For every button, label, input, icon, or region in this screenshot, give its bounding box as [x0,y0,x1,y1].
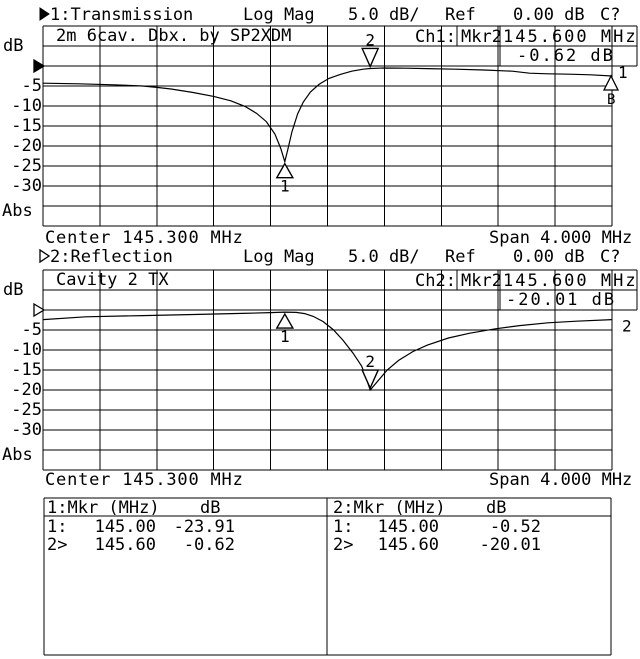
mkr-row-db: -0.52 [489,517,541,537]
ch2-format: Log Mag [243,247,315,267]
ch1-ref-label: Ref [445,5,476,25]
mkr-table-right-db-header: dB [486,498,507,518]
ch1-tick: -5 [21,76,42,96]
mkr-row-freq: 145.60 [377,535,439,555]
ch1-scale: 5.0 dB/ [348,5,420,25]
ch2-cal-status: C? [600,247,621,267]
ch1-readout-marker: Mkr2 [461,27,502,47]
svg-text:2: 2 [365,352,375,372]
ch1-span: Span 4.000 MHz [489,228,633,248]
ch2-pointer-icon [40,250,49,262]
marker-symbol-icon [277,164,293,196]
ch2-center-freq: Center 145.300 MHz [45,470,244,490]
ch1-format: Log Mag [243,5,315,25]
edge-marker-icon [604,76,618,90]
ch2-tick: -20 [11,380,42,400]
ch2-ref-value: 0.00 dB [513,247,585,267]
ch1-tick: -25 [11,156,42,176]
ch1-tick: -15 [11,116,42,136]
ch1-axis-unit: dB [3,36,24,56]
ch2-readout-marker: Mkr2 [461,271,502,291]
ch1-readout-freq: 145.600 MHz [503,27,638,47]
ch1-center-freq: Center 145.300 MHz [45,228,244,248]
ch1-abs-label: Abs [2,201,33,221]
ch1-trace-label: 2m 6cav. Dbx. by SP2XDM [56,26,292,46]
ch2-readout-freq: 145.600 MHz [503,271,638,291]
mkr-table-left-db-header: dB [200,498,221,518]
mkr-row-db: -23.91 [173,517,235,537]
ch2-tick: -5 [21,320,42,340]
ch1-tick: -10 [11,96,42,116]
ch1-active-pointer-icon [40,8,49,20]
svg-text:1: 1 [280,327,290,347]
svg-text:2: 2 [365,30,375,50]
ch1-cal-status: C? [600,5,621,25]
ch1-ref-value: 0.00 dB [513,5,585,25]
mkr-row-freq: 145.60 [94,535,156,555]
svg-text:1: 1 [280,176,290,196]
ch2-ref-label: Ref [445,247,476,267]
ch2-tick: -25 [11,400,42,420]
mkr-row-id: 2> [47,535,68,555]
mkr-row-db: -20.01 [479,535,541,555]
ch2-tick: -30 [11,420,42,440]
ch1-readout-value: -0.62 dB [517,46,615,66]
ch2-title: 2:Reflection [50,247,173,267]
ch1-tick: -20 [11,136,42,156]
ch2-scale: 5.0 dB/ [348,247,420,267]
edge-annotation: B [607,92,616,108]
mkr-table-left-header: 1:Mkr (MHz) [47,498,160,518]
ch1-tick: -30 [11,176,42,196]
mkr-row-id: 1: [47,517,68,537]
ch2-span: Span 4.000 MHz [489,470,633,490]
mkr-row-id: 2> [333,535,354,555]
trace-number-label: 1 [618,63,628,82]
ch2-readout-channel: Ch2: [415,271,456,291]
ch2-tick: -10 [11,340,42,360]
mkr-row-freq: 145.00 [377,517,439,537]
mkr-row-db: -0.62 [183,535,235,555]
ch2-axis-unit: dB [3,280,24,300]
ch2-abs-label: Abs [2,445,33,465]
marker-symbol-icon [362,30,378,66]
trace-number-label: 2 [622,316,632,336]
ch1-readout-channel: Ch1: [415,27,456,47]
mkr-row-freq: 145.00 [94,517,156,537]
ch2-readout-value: -20.01 dB [506,290,617,310]
ch2-tick: -15 [11,360,42,380]
mkr-table-right-header: 2:Mkr (MHz) [333,498,446,518]
ch1-title: 1:Transmission [50,5,194,25]
mkr-row-id: 1: [333,517,354,537]
ch2-trace-label: Cavity 2 TX [56,270,169,290]
